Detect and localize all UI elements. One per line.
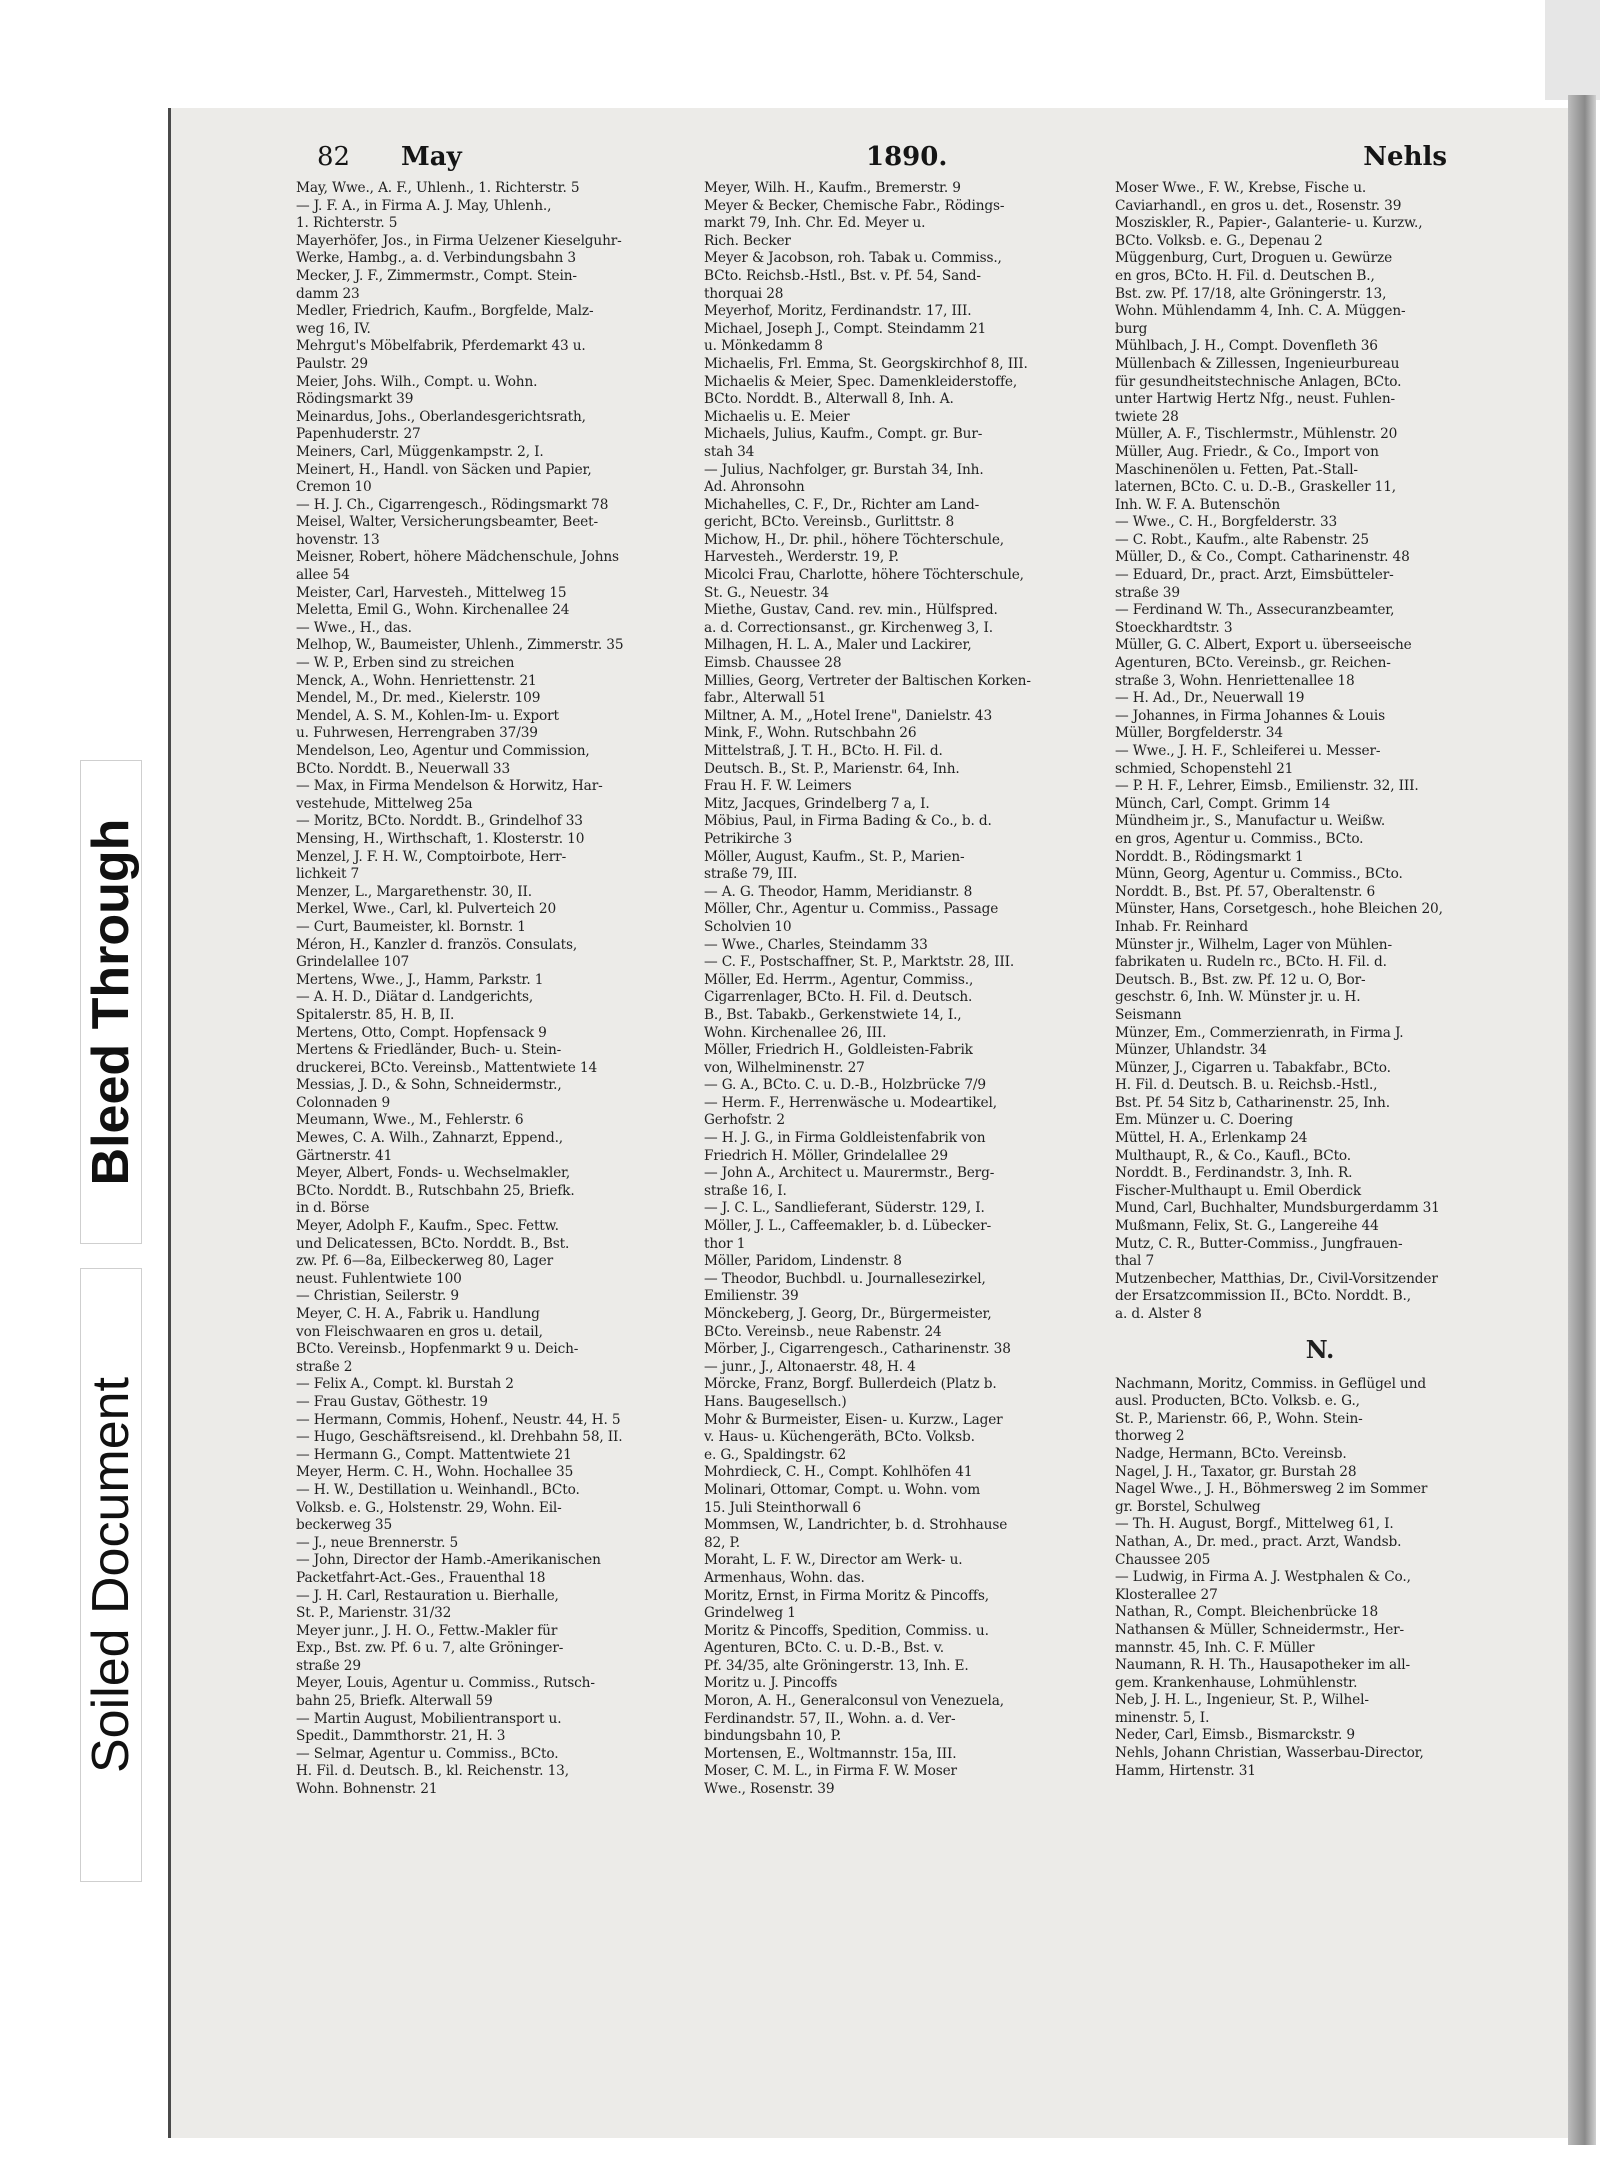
directory-line: Inh. W. F. A. Butenschön [1115, 496, 1281, 513]
directory-line: straße 39 [1115, 584, 1180, 601]
directory-line: Mortensen, E., Woltmannstr. 15a, III. [704, 1745, 957, 1762]
directory-line: Méron, H., Kanzler d. französ. Consulats, [296, 936, 578, 953]
directory-line: markt 79, Inh. Chr. Ed. Meyer u. [704, 215, 926, 232]
directory-line: Mosziskler, R., Papier-, Galanterie- u. Kurzw., [1115, 215, 1423, 232]
directory-line: fabrikaten u. Rudeln rc., BCto. H. Fil. d. [1115, 954, 1387, 971]
directory-line: — Hermann, Commis, Hohenf., Neustr. 44, H. 5 [296, 1411, 621, 1428]
directory-line: damm 23 [296, 285, 360, 302]
directory-line: burg [1115, 320, 1148, 337]
directory-line: Klosterallee 27 [1115, 1586, 1218, 1603]
directory-line: Deutsch. B., Bst. zw. Pf. 12 u. O, Bor- [1115, 971, 1366, 988]
directory-line: Moritz u. J. Pincoffs [704, 1675, 838, 1692]
directory-line: neust. Fuhlentwiete 100 [296, 1270, 462, 1287]
directory-line: Miltner, A. M., „Hotel Irene", Danielstr. 43 [704, 707, 993, 724]
directory-line: — Eduard, Dr., pract. Arzt, Eimsbütteler- [1115, 567, 1394, 584]
directory-line: Nathansen & Müller, Schneidermstr., Her- [1115, 1621, 1405, 1638]
directory-line: bindungsbahn 10, P. [704, 1728, 842, 1745]
directory-line: Münn, Georg, Agentur u. Commiss., BCto. [1115, 866, 1403, 883]
directory-line: — A. G. Theodor, Hamm, Meridianstr. 8 [704, 883, 973, 900]
directory-line: — Selmar, Agentur u. Commiss., BCto. [296, 1745, 559, 1762]
directory-line: Mendel, M., Dr. med., Kielerstr. 109 [296, 690, 541, 707]
directory-line: Möller, Chr., Agentur u. Commiss., Passage [704, 901, 999, 918]
directory-line: Moraht, L. F. W., Director am Werk- u. [704, 1552, 963, 1569]
directory-line: Mommsen, W., Landrichter, b. d. Strohhause [704, 1517, 1008, 1534]
directory-line: en gros, Agentur u. Commiss., BCto. [1115, 830, 1364, 847]
directory-line: Michahelles, C. F., Dr., Richter am Land- [704, 496, 980, 513]
directory-line: Exp., Bst. zw. Pf. 6 u. 7, alte Gröninger- [296, 1640, 564, 1657]
directory-line: Mönckeberg, J. Georg, Dr., Bürgermeister, [704, 1306, 992, 1322]
directory-line: in d. Börse [296, 1200, 370, 1217]
directory-line: Neb, J. H. L., Ingenieur, St. P., Wilhel- [1115, 1692, 1369, 1709]
directory-line: — Felix A., Compt. kl. Burstah 2 [296, 1376, 514, 1393]
directory-line: Scholvien 10 [704, 918, 792, 935]
year-heading: 1890. [866, 142, 948, 172]
directory-line: Norddt. B., Bst. Pf. 57, Oberaltenstr. 6 [1115, 883, 1376, 900]
directory-line: Milhagen, H. L. A., Maler und Lackirer, [704, 637, 972, 654]
directory-line: Michaelis u. E. Meier [704, 408, 850, 425]
directory-line: Moser Wwe., F. W., Krebse, Fische u. [1115, 180, 1367, 196]
directory-line: Armenhaus, Wohn. das. [704, 1569, 865, 1586]
directory-line: — Hermann G., Compt. Mattentwiete 21 [296, 1446, 572, 1463]
directory-line: Möller, Paridom, Lindenstr. 8 [704, 1253, 902, 1270]
directory-line: — Max, in Firma Mendelson & Horwitz, Har- [296, 778, 603, 795]
directory-line: twiete 28 [1115, 408, 1179, 425]
directory-line: Mündheim jr., S., Manufactur u. Weißw. [1115, 813, 1386, 830]
directory-line: Grindelweg 1 [704, 1605, 796, 1622]
directory-line: Moron, A. H., Generalconsul von Venezuela, [704, 1693, 1004, 1710]
directory-line: Michaels, Julius, Kaufm., Compt. gr. Bur- [704, 426, 983, 443]
directory-line: — J., neue Brennerstr. 5 [296, 1534, 459, 1551]
directory-line: Meinert, H., Handl. von Säcken und Papier, [296, 461, 592, 478]
directory-line: Moritz, Ernst, in Firma Moritz & Pincoffs, [704, 1587, 989, 1604]
directory-line: Meiners, Carl, Müggenkampstr. 2, I. [296, 443, 544, 460]
directory-line: Michaelis & Meier, Spec. Damenkleiderstoffe, [704, 373, 1018, 390]
directory-line: Mertens, Wwe., J., Hamm, Parkstr. 1 [296, 971, 544, 988]
directory-line: Ferdinandstr. 57, II., Wohn. a. d. Ver- [704, 1710, 956, 1727]
directory-line: — Julius, Nachfolger, gr. Burstah 34, Inh. [704, 461, 984, 478]
directory-line: Nagel, J. H., Taxator, gr. Burstah 28 [1115, 1463, 1357, 1480]
directory-line: Mink, F., Wohn. Rutschbahn 26 [704, 725, 917, 742]
directory-line: Mendelson, Leo, Agentur und Commission, [296, 743, 590, 759]
directory-line: Mörcke, Franz, Borgf. Bullerdeich (Platz b. [704, 1376, 997, 1393]
directory-line: Müller, A. F., Tischlermstr., Mühlenstr. 20 [1115, 426, 1398, 443]
directory-line: Norddt. B., Ferdinandstr. 3, Inh. R. [1115, 1165, 1353, 1182]
directory-line: Rich. Becker [704, 232, 791, 249]
directory-line: vestehude, Mittelweg 25a [296, 795, 473, 812]
column-2 [704, 180, 1096, 2080]
directory-line: St. G., Neuestr. 34 [704, 584, 829, 601]
directory-line: Möller, J. L., Caffeemakler, b. d. Lübecker- [704, 1218, 992, 1235]
directory-line: der Ersatzcommission II., BCto. Norddt. B., [1115, 1288, 1411, 1305]
directory-line: — J. H. Carl, Restauration u. Bierhalle, [296, 1587, 559, 1604]
directory-line: en gros, BCto. H. Fil. d. Deutschen B., [1115, 267, 1375, 284]
directory-line: Müller, G. C. Albert, Export u. überseeische [1115, 637, 1412, 654]
directory-line: — C. Robt., Kaufm., alte Rabenstr. 25 [1115, 531, 1369, 548]
directory-line: — G. A., BCto. C. u. D.-B., Holzbrücke 7/9 [704, 1077, 986, 1094]
directory-line: Mühlbach, J. H., Compt. Dovenfleth 36 [1115, 338, 1378, 355]
directory-line: St. P., Marienstr. 66, P., Wohn. Stein- [1115, 1410, 1363, 1427]
directory-line: Messias, J. D., & Sohn, Schneidermstr., [296, 1077, 562, 1094]
directory-line: St. P., Marienstr. 31/32 [296, 1605, 452, 1622]
directory-line: — Ludwig, in Firma A. J. Westphalen & Co., [1115, 1569, 1411, 1586]
directory-line: Nehls, Johann Christian, Wasserbau-Director, [1115, 1745, 1424, 1762]
directory-line: straße 16, I. [704, 1182, 787, 1199]
directory-line: Cigarrenlager, BCto. H. Fil. d. Deutsch. [704, 989, 973, 1006]
directory-line: Eimsb. Chaussee 28 [704, 655, 842, 672]
directory-line: ausl. Producten, BCto. Volksb. e. G., [1115, 1393, 1360, 1410]
directory-line: Seismann [1115, 1006, 1182, 1023]
directory-line: Münster jr., Wilhelm, Lager von Mühlen- [1115, 936, 1392, 953]
page-header [171, 142, 1575, 182]
directory-line: — Th. H. August, Borgf., Mittelweg 61, I. [1115, 1516, 1394, 1533]
directory-line: mannstr. 45, Inh. C. F. Müller [1115, 1639, 1315, 1656]
directory-line: geschstr. 6, Inh. W. Münster jr. u. H. [1115, 989, 1361, 1006]
directory-line: bahn 25, Briefk. Alterwall 59 [296, 1693, 493, 1710]
directory-line: Meyer, Albert, Fonds- u. Wechselmakler, [296, 1165, 571, 1182]
directory-line: Mörber, J., Cigarrengesch., Catharinenstr. 38 [704, 1341, 1011, 1358]
directory-line: Ad. Ahronsohn [704, 479, 805, 496]
directory-line: straße 3, Wohn. Henriettenallee 18 [1115, 672, 1355, 689]
directory-line: Menzer, L., Margarethenstr. 30, II. [296, 883, 532, 900]
directory-line: Naumann, R. H. Th., Hausapotheker im all- [1115, 1657, 1410, 1674]
directory-line: — H. J. G., in Firma Goldleistenfabrik von [704, 1130, 986, 1147]
directory-line: — Christian, Seilerstr. 9 [296, 1288, 459, 1305]
directory-line: — A. H. D., Diätar d. Landgerichts, [296, 989, 534, 1006]
directory-line: Michael, Joseph J., Compt. Steindamm 21 [704, 320, 987, 337]
directory-line: Hamm, Hirtenstr. 31 [1115, 1762, 1256, 1779]
directory-line: Volksb. e. G., Holstenstr. 29, Wohn. Eil- [296, 1499, 562, 1516]
directory-line: Melhop, W., Baumeister, Uhlenh., Zimmerstr. 35 [296, 637, 624, 654]
directory-line: gericht, BCto. Vereinsb., Gurlittstr. 8 [704, 514, 955, 531]
directory-line: unter Hartwig Hertz Nfg., neust. Fuhlen- [1115, 391, 1395, 408]
directory-line: Münzer, J., Cigarren u. Tabakfabr., BCto. [1115, 1059, 1391, 1076]
directory-line: BCto. Norddt. B., Rutschbahn 25, Briefk. [296, 1182, 575, 1199]
directory-line: Mayerhöfer, Jos., in Firma Uelzener Kieselguhr- [296, 232, 622, 249]
directory-line: — Ferdinand W. Th., Assecuranzbeamter, [1115, 602, 1395, 619]
directory-line: Mutzenbecher, Matthias, Dr., Civil-Vorsitzender [1115, 1270, 1438, 1287]
directory-line: Moritz & Pincoffs, Spedition, Commiss. u. [704, 1622, 989, 1639]
directory-line: 1. Richterstr. 5 [296, 215, 398, 232]
directory-line: Deutsch. B., St. P., Marienstr. 64, Inh. [704, 760, 960, 777]
directory-line: Spedit., Dammthorstr. 21, H. 3 [296, 1728, 506, 1745]
directory-line: fabr., Alterwall 51 [704, 690, 827, 707]
directory-line: Rödingsmarkt 39 [296, 391, 414, 408]
directory-line: Meyer & Becker, Chemische Fabr., Rödings- [704, 197, 1005, 214]
directory-line: — H. Ad., Dr., Neuerwall 19 [1115, 690, 1305, 707]
directory-line: — H. W., Destillation u. Weinhandl., BCto. [296, 1481, 580, 1498]
directory-line: Miethe, Gustav, Cand. rev. min., Hülfspred. [704, 602, 998, 619]
directory-line: a. d. Correctionsanst., gr. Kirchenweg 3, I. [704, 619, 993, 636]
directory-line: Mußmann, Felix, St. G., Langereihe 44 [1115, 1218, 1379, 1235]
directory-line: Meletta, Emil G., Wohn. Kirchenallee 24 [296, 602, 570, 619]
scan-edge [1568, 95, 1596, 2145]
directory-line: H. Fil. d. Deutsch. B. u. Reichsb.-Hstl., [1115, 1077, 1378, 1094]
directory-line: Werke, Hambg., a. d. Verbindungsbahn 3 [296, 250, 576, 267]
directory-line: Mertens & Friedländer, Buch- u. Stein- [296, 1042, 562, 1059]
directory-line: Meinardus, Johs., Oberlandesgerichtsrath, [296, 408, 586, 425]
directory-line: 15. Juli Steinthorwall 6 [704, 1499, 861, 1516]
directory-line: Meisel, Walter, Versicherungsbeamter, Beet- [296, 514, 598, 531]
directory-line: Friedrich H. Möller, Grindelallee 29 [704, 1147, 948, 1164]
directory-line: Agenturen, BCto. Vereinsb., gr. Reichen- [1115, 655, 1391, 672]
directory-line: Cremon 10 [296, 479, 372, 496]
directory-line: — junr., J., Altonaerstr. 48, H. 4 [704, 1358, 916, 1375]
directory-line: Meyerhof, Moritz, Ferdinandstr. 17, III. [704, 303, 972, 320]
directory-line: — Frau Gustav, Göthestr. 19 [296, 1393, 488, 1410]
directory-line: Müggenburg, Curt, Droguen u. Gewürze [1115, 250, 1393, 267]
directory-line: — Wwe., C. H., Borgfelderstr. 33 [1115, 514, 1338, 531]
directory-line: — John A., Architect u. Maurermstr., Berg- [704, 1165, 995, 1182]
directory-line: Mewes, C. A. Wilh., Zahnarzt, Eppend., [296, 1130, 563, 1147]
right-running-head: Nehls [1363, 142, 1447, 172]
directory-line: Packetfahrt-Act.-Ges., Frauenthal 18 [296, 1569, 546, 1586]
directory-line: hovenstr. 13 [296, 531, 380, 548]
directory-line: Agenturen, BCto. C. u. D.-B., Bst. v. [704, 1640, 944, 1657]
directory-line: a. d. Alster 8 [1115, 1306, 1202, 1322]
directory-line: — W. P., Erben sind zu streichen [296, 655, 515, 672]
directory-line: thorweg 2 [1115, 1428, 1185, 1445]
directory-line: — Johannes, in Firma Johannes & Louis [1115, 707, 1385, 724]
directory-line: Bst. Pf. 54 Sitz b, Catharinenstr. 25, Inh. [1115, 1094, 1390, 1111]
directory-line: Emilienstr. 39 [704, 1288, 799, 1305]
directory-line: Caviarhandl., en gros u. det., Rosenstr. 39 [1115, 197, 1402, 214]
directory-line: Frau H. F. W. Leimers [704, 778, 852, 795]
directory-line: Meyer, C. H. A., Fabrik u. Handlung [296, 1306, 540, 1322]
directory-line: Wohn. Kirchenallee 26, III. [704, 1024, 887, 1041]
directory-line: Menck, A., Wohn. Henriettenstr. 21 [296, 672, 537, 689]
directory-line: Chaussee 205 [1115, 1551, 1211, 1568]
directory-line: von Fleischwaaren en gros u. detail, [296, 1323, 543, 1340]
directory-line: Wwe., Rosenstr. 39 [704, 1781, 835, 1798]
directory-line: Mohrdieck, C. H., Compt. Kohlhöfen 41 [704, 1464, 973, 1481]
directory-line: BCto. Norddt. B., Alterwall 8, Inh. A. [704, 391, 954, 408]
directory-line: Münch, Carl, Compt. Grimm 14 [1115, 795, 1331, 812]
section-heading: N. [1305, 1334, 1335, 1364]
directory-line: Meumann, Wwe., M., Fehlerstr. 6 [296, 1112, 524, 1129]
directory-line: Menzel, J. F. H. W., Comptoirbote, Herr- [296, 848, 567, 865]
directory-line: thor 1 [704, 1235, 746, 1252]
directory-line: straße 29 [296, 1657, 361, 1674]
directory-line: Meyer, Louis, Agentur u. Commiss., Rutsch- [296, 1675, 595, 1692]
directory-line: für gesundheitstechnische Anlagen, BCto. [1115, 373, 1402, 390]
directory-line: Moser, C. M. L., in Firma F. W. Moser [704, 1763, 957, 1780]
directory-line: 82, P. [704, 1534, 741, 1551]
directory-line: Müller, Borgfelderstr. 34 [1115, 725, 1283, 742]
directory-line: Norddt. B., Rödingsmarkt 1 [1115, 848, 1304, 865]
directory-line: thorquai 28 [704, 285, 784, 302]
directory-line: minenstr. 5, I. [1115, 1709, 1210, 1726]
directory-line: BCto. Vereinsb., Hopfenmarkt 9 u. Deich- [296, 1341, 579, 1358]
directory-line: — Herm. F., Herrenwäsche u. Modeartikel, [704, 1094, 997, 1111]
directory-line: BCto. Reichsb.-Hstl., Bst. v. Pf. 54, Sand- [704, 267, 981, 284]
directory-line: — C. F., Postschaffner, St. P., Marktstr. 28, III. [704, 954, 1015, 971]
directory-line: schmied, Schopenstehl 21 [1115, 760, 1294, 777]
directory-line: Mitz, Jacques, Grindelberg 7 a, I. [704, 795, 930, 812]
directory-line: beckerweg 35 [296, 1517, 393, 1534]
directory-line: Pf. 34/35, alte Gröningerstr. 13, Inh. E. [704, 1657, 969, 1674]
directory-line: — Martin August, Mobilientransport u. [296, 1710, 562, 1727]
directory-line: — Hugo, Geschäftsreisend., kl. Drehbahn 58, II. [296, 1429, 623, 1446]
directory-line: Nachmann, Moritz, Commiss. in Geflügel und [1115, 1375, 1426, 1392]
column-3-n-entries [1115, 1376, 1525, 1781]
directory-line: thal 7 [1115, 1253, 1155, 1270]
directory-line: Mensing, H., Wirthschaft, 1. Klosterstr. 10 [296, 830, 585, 847]
directory-line: B., Bst. Tabakb., Gerkenstwiete 14, I., [704, 1006, 962, 1023]
directory-line: — Theodor, Buchbdl. u. Journallesezirkel, [704, 1270, 986, 1287]
directory-line: Müller, D., & Co., Compt. Catharinenstr. 48 [1115, 549, 1410, 566]
directory-line: Papenhuderstr. 27 [296, 426, 421, 443]
directory-line: — Wwe., J. H. F., Schleiferei u. Messer- [1115, 743, 1381, 759]
directory-line: Möller, Ed. Herrm., Agentur, Commiss., [704, 971, 974, 988]
directory-line: Meyer junr., J. H. O., Fettw.-Makler für [296, 1622, 558, 1639]
directory-line: Mohr & Burmeister, Eisen- u. Kurzw., Lager [704, 1411, 1003, 1428]
directory-line: Em. Münzer u. C. Doering [1115, 1112, 1293, 1129]
directory-line: Wohn. Mühlendamm 4, Inh. C. A. Müggen- [1115, 303, 1406, 320]
directory-line: Bst. zw. Pf. 17/18, alte Gröningerstr. 13, [1115, 285, 1387, 302]
directory-line: Mertens, Otto, Compt. Hopfensack 9 [296, 1024, 547, 1041]
directory-line: Spitalerstr. 85, H. B, II. [296, 1006, 455, 1023]
directory-line: u. Fuhrwesen, Herrengraben 37/39 [296, 725, 538, 742]
directory-line: Mutz, C. R., Butter-Commiss., Jungfrauen- [1115, 1235, 1403, 1252]
directory-line: e. G., Spaldingstr. 62 [704, 1446, 847, 1463]
directory-line: Mund, Carl, Buchhalter, Mundsburgerdamm 31 [1115, 1200, 1440, 1217]
directory-line: Müllenbach & Zillessen, Ingenieurbureau [1115, 355, 1400, 372]
directory-line: lichkeit 7 [296, 866, 360, 883]
directory-line: straße 79, III. [704, 866, 798, 883]
directory-line: Müttel, H. A., Erlenkamp 24 [1115, 1130, 1308, 1147]
directory-line: druckerei, BCto. Vereinsb., Mattentwiete 14 [296, 1059, 597, 1076]
directory-line: straße 2 [296, 1358, 353, 1375]
bleed-through-text: Bleed Through [82, 818, 140, 1186]
directory-page [168, 108, 1575, 2138]
directory-line: laternen, BCto. C. u. D.-B., Graskeller 11, [1115, 479, 1397, 496]
directory-line: H. Fil. d. Deutsch. B., kl. Reichenstr. 13, [296, 1763, 569, 1780]
directory-line: Gärtnerstr. 41 [296, 1147, 393, 1164]
directory-line: Nadge, Hermann, BCto. Vereinsb. [1115, 1445, 1347, 1462]
directory-line: Micolci Frau, Charlotte, höhere Töchterschule, [704, 567, 1024, 584]
directory-line: Meister, Carl, Harvesteh., Mittelweg 15 [296, 584, 567, 601]
directory-line: zw. Pf. 6—8a, Eilbeckerweg 80, Lager [296, 1253, 553, 1270]
directory-line: — Moritz, BCto. Norddt. B., Grindelhof 33 [296, 813, 583, 830]
directory-line: — H. J. Ch., Cigarrengesch., Rödingsmarkt 78 [296, 496, 609, 513]
column-3-entries [1115, 180, 1525, 1324]
directory-line: — J. C. L., Sandlieferant, Süderstr. 129, I. [704, 1200, 985, 1217]
directory-line: — John, Director der Hamb.-Amerikanischen [296, 1552, 601, 1569]
directory-line: Grindelallee 107 [296, 954, 410, 971]
directory-line: Meier, Johs. Wilh., Compt. u. Wohn. [296, 373, 538, 390]
directory-line: Millies, Georg, Vertreter der Baltischen Korken- [704, 672, 1031, 689]
directory-line: Neder, Carl, Eimsb., Bismarckstr. 9 [1115, 1727, 1355, 1744]
soiled-document-label [80, 1268, 142, 1882]
directory-line: May, Wwe., A. F., Uhlenh., 1. Richterstr. 5 [296, 180, 580, 196]
column-3 [1115, 180, 1525, 2080]
directory-line: — Wwe., Charles, Steindamm 33 [704, 936, 928, 953]
directory-line: Multhaupt, R., & Co., Kaufl., BCto. [1115, 1147, 1351, 1164]
directory-line: Michaelis, Frl. Emma, St. Georgskirchhof 8, III. [704, 355, 1028, 372]
directory-line: Gerhofstr. 2 [704, 1112, 785, 1129]
directory-line: Mittelstraß, J. T. H., BCto. H. Fil. d. [704, 743, 943, 759]
directory-line: BCto. Volksb. e. G., Depenau 2 [1115, 232, 1323, 249]
directory-line: u. Mönkedamm 8 [704, 338, 823, 355]
directory-line: Medler, Friedrich, Kaufm., Borgfelde, Malz- [296, 303, 594, 320]
directory-line: BCto. Vereinsb., neue Rabenstr. 24 [704, 1323, 942, 1340]
directory-line: — J. F. A., in Firma A. J. May, Uhlenh., [296, 197, 552, 214]
directory-line: Meisner, Robert, höhere Mädchenschule, Johns [296, 549, 619, 566]
directory-line: v. Haus- u. Küchengeräth, BCto. Volksb. [704, 1429, 975, 1446]
column-1 [296, 180, 688, 2080]
directory-line: Münster, Hans, Corsetgesch., hohe Bleichen 20, [1115, 901, 1443, 918]
directory-line: Nagel Wwe., J. H., Böhmersweg 2 im Sommer [1115, 1481, 1428, 1498]
directory-line: Michow, H., Dr. phil., höhere Töchterschule, [704, 531, 1004, 548]
page-number: 82 [317, 142, 351, 172]
directory-line: Colonnaden 9 [296, 1094, 391, 1111]
directory-line: Molinari, Ottomar, Compt. u. Wohn. vom [704, 1481, 981, 1498]
directory-line: Mecker, J. F., Zimmermstr., Compt. Stein- [296, 267, 577, 284]
directory-line: — P. H. F., Lehrer, Eimsb., Emilienstr. 32, III. [1115, 778, 1419, 795]
directory-line: Inhab. Fr. Reinhard [1115, 918, 1248, 935]
scan-margin [1545, 0, 1600, 100]
directory-line: Meyer, Adolph F., Kaufm., Spec. Fettw. [296, 1218, 559, 1235]
directory-line: Müller, Aug. Friedr., & Co., Import von [1115, 443, 1379, 460]
directory-line: Wohn. Bohnenstr. 21 [296, 1781, 438, 1798]
directory-line: Petrikirche 3 [704, 830, 793, 847]
directory-line: Paulstr. 29 [296, 355, 368, 372]
directory-line: stah 34 [704, 443, 755, 460]
directory-line: Mehrgut's Möbelfabrik, Pferdemarkt 43 u. [296, 338, 586, 355]
directory-line: gr. Borstel, Schulweg [1115, 1498, 1261, 1515]
directory-line: Hans. Baugesellsch.) [704, 1393, 847, 1410]
directory-line: gem. Krankenhause, Lohmühlenstr. [1115, 1674, 1358, 1691]
directory-line: Harvesteh., Werderstr. 19, P. [704, 549, 899, 566]
directory-line: Maschinenölen u. Fetten, Pat.-Stall- [1115, 461, 1358, 478]
directory-line: Nathan, R., Compt. Bleichenbrücke 18 [1115, 1604, 1379, 1621]
directory-line: Merkel, Wwe., Carl, kl. Pulverteich 20 [296, 901, 557, 918]
directory-line: Meyer, Herm. C. H., Wohn. Hochallee 35 [296, 1464, 574, 1481]
directory-line: allee 54 [296, 567, 350, 584]
directory-line: Meyer & Jacobson, roh. Tabak u. Commiss., [704, 250, 1002, 267]
directory-line: — Curt, Baumeister, kl. Bornstr. 1 [296, 918, 526, 935]
directory-line: und Delicatessen, BCto. Norddt. B., Bst. [296, 1235, 570, 1252]
directory-line: BCto. Norddt. B., Neuerwall 33 [296, 760, 511, 777]
left-running-head: May [401, 142, 462, 172]
directory-line: Münzer, Em., Commerzienrath, in Firma J. [1115, 1024, 1404, 1041]
directory-line: Münzer, Uhlandstr. 34 [1115, 1042, 1267, 1059]
directory-line: Nathan, A., Dr. med., pract. Arzt, Wandsb. [1115, 1533, 1402, 1550]
directory-line: Möbius, Paul, in Firma Bading & Co., b. d. [704, 813, 992, 830]
directory-line: Fischer-Multhaupt u. Emil Oberdick [1115, 1182, 1361, 1199]
directory-line: — Wwe., H., das. [296, 619, 412, 636]
directory-line: Möller, Friedrich H., Goldleisten-Fabrik [704, 1042, 973, 1059]
directory-line: von, Wilhelminenstr. 27 [704, 1059, 865, 1076]
directory-line: Möller, August, Kaufm., St. P., Marien- [704, 848, 965, 865]
directory-line: Mendel, A. S. M., Kohlen-Im- u. Export [296, 707, 559, 724]
directory-line: Stoeckhardtstr. 3 [1115, 619, 1233, 636]
directory-line: weg 16, IV. [296, 320, 371, 337]
soiled-document-text: Soiled Document [82, 1377, 140, 1773]
directory-line: Meyer, Wilh. H., Kaufm., Bremerstr. 9 [704, 180, 961, 196]
bleed-through-label [80, 760, 142, 1244]
